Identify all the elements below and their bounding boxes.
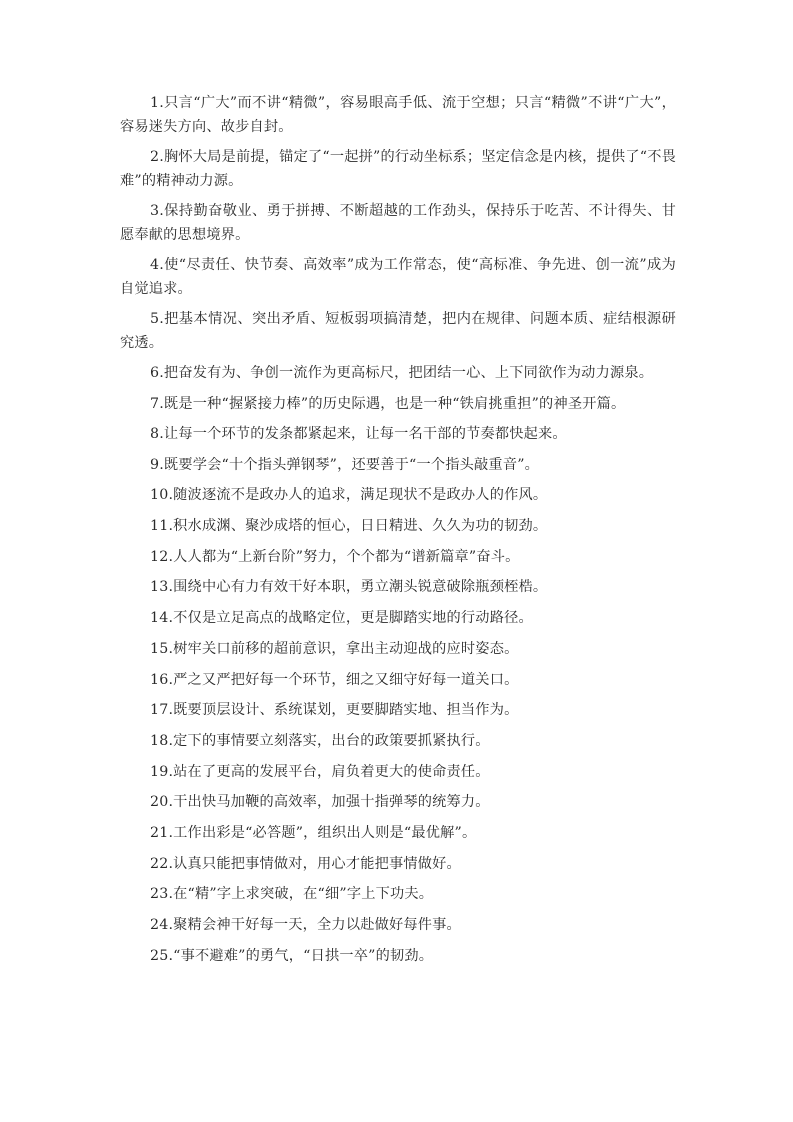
list-item: 10.随波逐流不是政办人的追求，满足现状不是政办人的作风。 [150, 487, 548, 504]
list-item: 3.保持勤奋敬业、勇于拼搏、不断超越的工作劲头，保持乐于吃苦、不计得失、甘愿奉献的思想境界。 [120, 203, 676, 243]
list-item: 5.把基本情况、突出矛盾、短板弱项搞清楚，把内在规律、问题本质、症结根源研究透。 [120, 311, 676, 351]
list-item: 1.只言“广大”而不讲“精微”，容易眼高手低、流于空想；只言“精微”不讲“广大”，容易迷失方向、故步自封。 [120, 95, 676, 135]
list-item: 7.既是一种“握紧接力棒”的历史际遇，也是一种“铁肩挑重担”的神圣开篇。 [150, 395, 626, 412]
list-item: 12.人人都为“上新台阶”努力，个个都为“谱新篇章”奋斗。 [150, 548, 520, 565]
list-item: 4.使“尽责任、快节奏、高效率”成为工作常态，使“高标准、争先进、创一流”成为自觉追求。 [120, 257, 676, 297]
list-item: 11.积水成渊、聚沙成塔的恒心，日日精进、久久为功的韧劲。 [150, 518, 548, 535]
list-item: 19.站在了更高的发展平台，肩负着更大的使命责任。 [150, 763, 490, 780]
list-item: 14.不仅是立足高点的战略定位，更是脚踏实地的行动路径。 [150, 610, 533, 627]
list-item: 13.围绕中心有力有效干好本职，勇立潮头锐意破除瓶颈桎梏。 [150, 579, 548, 596]
list-item: 2.胸怀大局是前提，锚定了“一起拼”的行动坐标系；坚定信念是内核，提供了“不畏难”的精神动力源。 [120, 149, 676, 189]
list-item: 17.既要顶层设计、系统谋划，更要脚踏实地、担当作为。 [150, 702, 519, 719]
list-item: 6.把奋发有为、争创一流作为更高标尺，把团结一心、上下同欲作为动力源泉。 [150, 365, 654, 381]
list-item: 8.让每一个环节的发条都紧起来，让每一名干部的节奏都快起来。 [150, 426, 567, 442]
list-item: 25.“事不避难”的勇气，“日拱一卒”的韧劲。 [150, 947, 434, 964]
list-item: 20.干出快马加鞭的高效率，加强十指弹琴的统筹力。 [150, 794, 490, 811]
list-item: 15.树牢关口前移的超前意识，拿出主动迎战的应时姿态。 [150, 640, 519, 657]
list-item: 9.既要学会“十个指头弹钢琴”，还要善于“一个指头敲重音”。 [150, 456, 540, 473]
list-item: 18.定下的事情要立刻落实，出台的政策要抓紧执行。 [150, 732, 490, 749]
list-item: 23.在“精”字上求突破，在“细”字上下功夫。 [150, 886, 434, 903]
list-item: 21.工作出彩是“必答题”，组织出人则是“最优解”。 [150, 824, 477, 841]
document-body [120, 92, 676, 975]
list-item: 24.聚精会神干好每一天，全力以赴做好每件事。 [150, 917, 461, 933]
list-item: 16.严之又严把好每一个环节，细之又细守好每一道关口。 [150, 671, 519, 688]
list-item: 22.认真只能把事情做对，用心才能把事情做好。 [150, 855, 461, 872]
